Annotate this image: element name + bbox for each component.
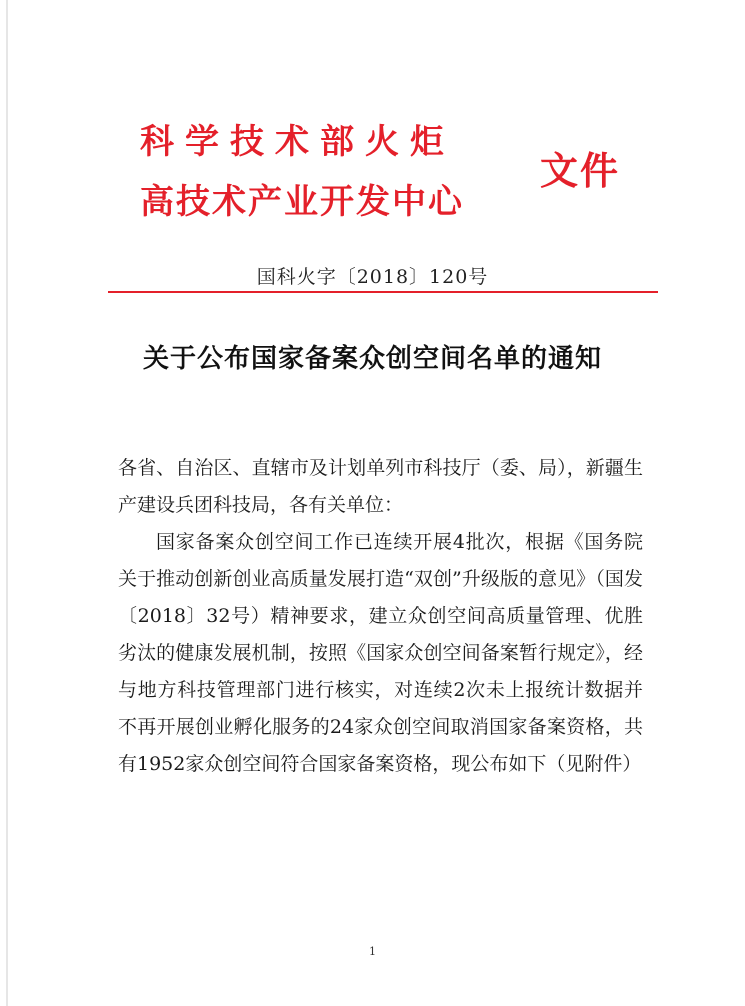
- page-edge: [6, 0, 8, 1006]
- issuer-name: [140, 112, 510, 232]
- document-number: 国科火字〔2018〕120号: [256, 266, 489, 288]
- issuer-line-2: 高技术产业开发中心: [140, 182, 464, 222]
- document-body: [118, 450, 643, 783]
- red-divider-line: [108, 291, 658, 293]
- body-paragraph: 国家备案众创空间工作已连续开展4批次，根据《国务院关于推动创新创业高质量发展打造“双创”升级版的意见》（国发〔2018〕32号）精神要求，建立众创空间高质量管理、优胜劣汰的健康发展机制，按照《国家众创空间备案暂行规定》，经与地方科技管理部门进行核实，对连续2次未上报统计数据并不再开展创业孵化服务的24家众创空间取消国家备案资格，共有1952家众创空间符合国家备案资格，现公布如下（见附件）: [118, 531, 643, 775]
- issuer-line-1: 科学技术部火炬: [140, 122, 455, 162]
- document-type: 文件: [540, 148, 621, 193]
- addressee: 各省、自治区、直辖市及计划单列市科技厅（委、局），新疆生产建设兵团科技局，各有关单位：: [118, 457, 643, 516]
- page-number: 1: [369, 945, 376, 958]
- document-title: 关于公布国家备案众创空间名单的通知: [142, 344, 602, 374]
